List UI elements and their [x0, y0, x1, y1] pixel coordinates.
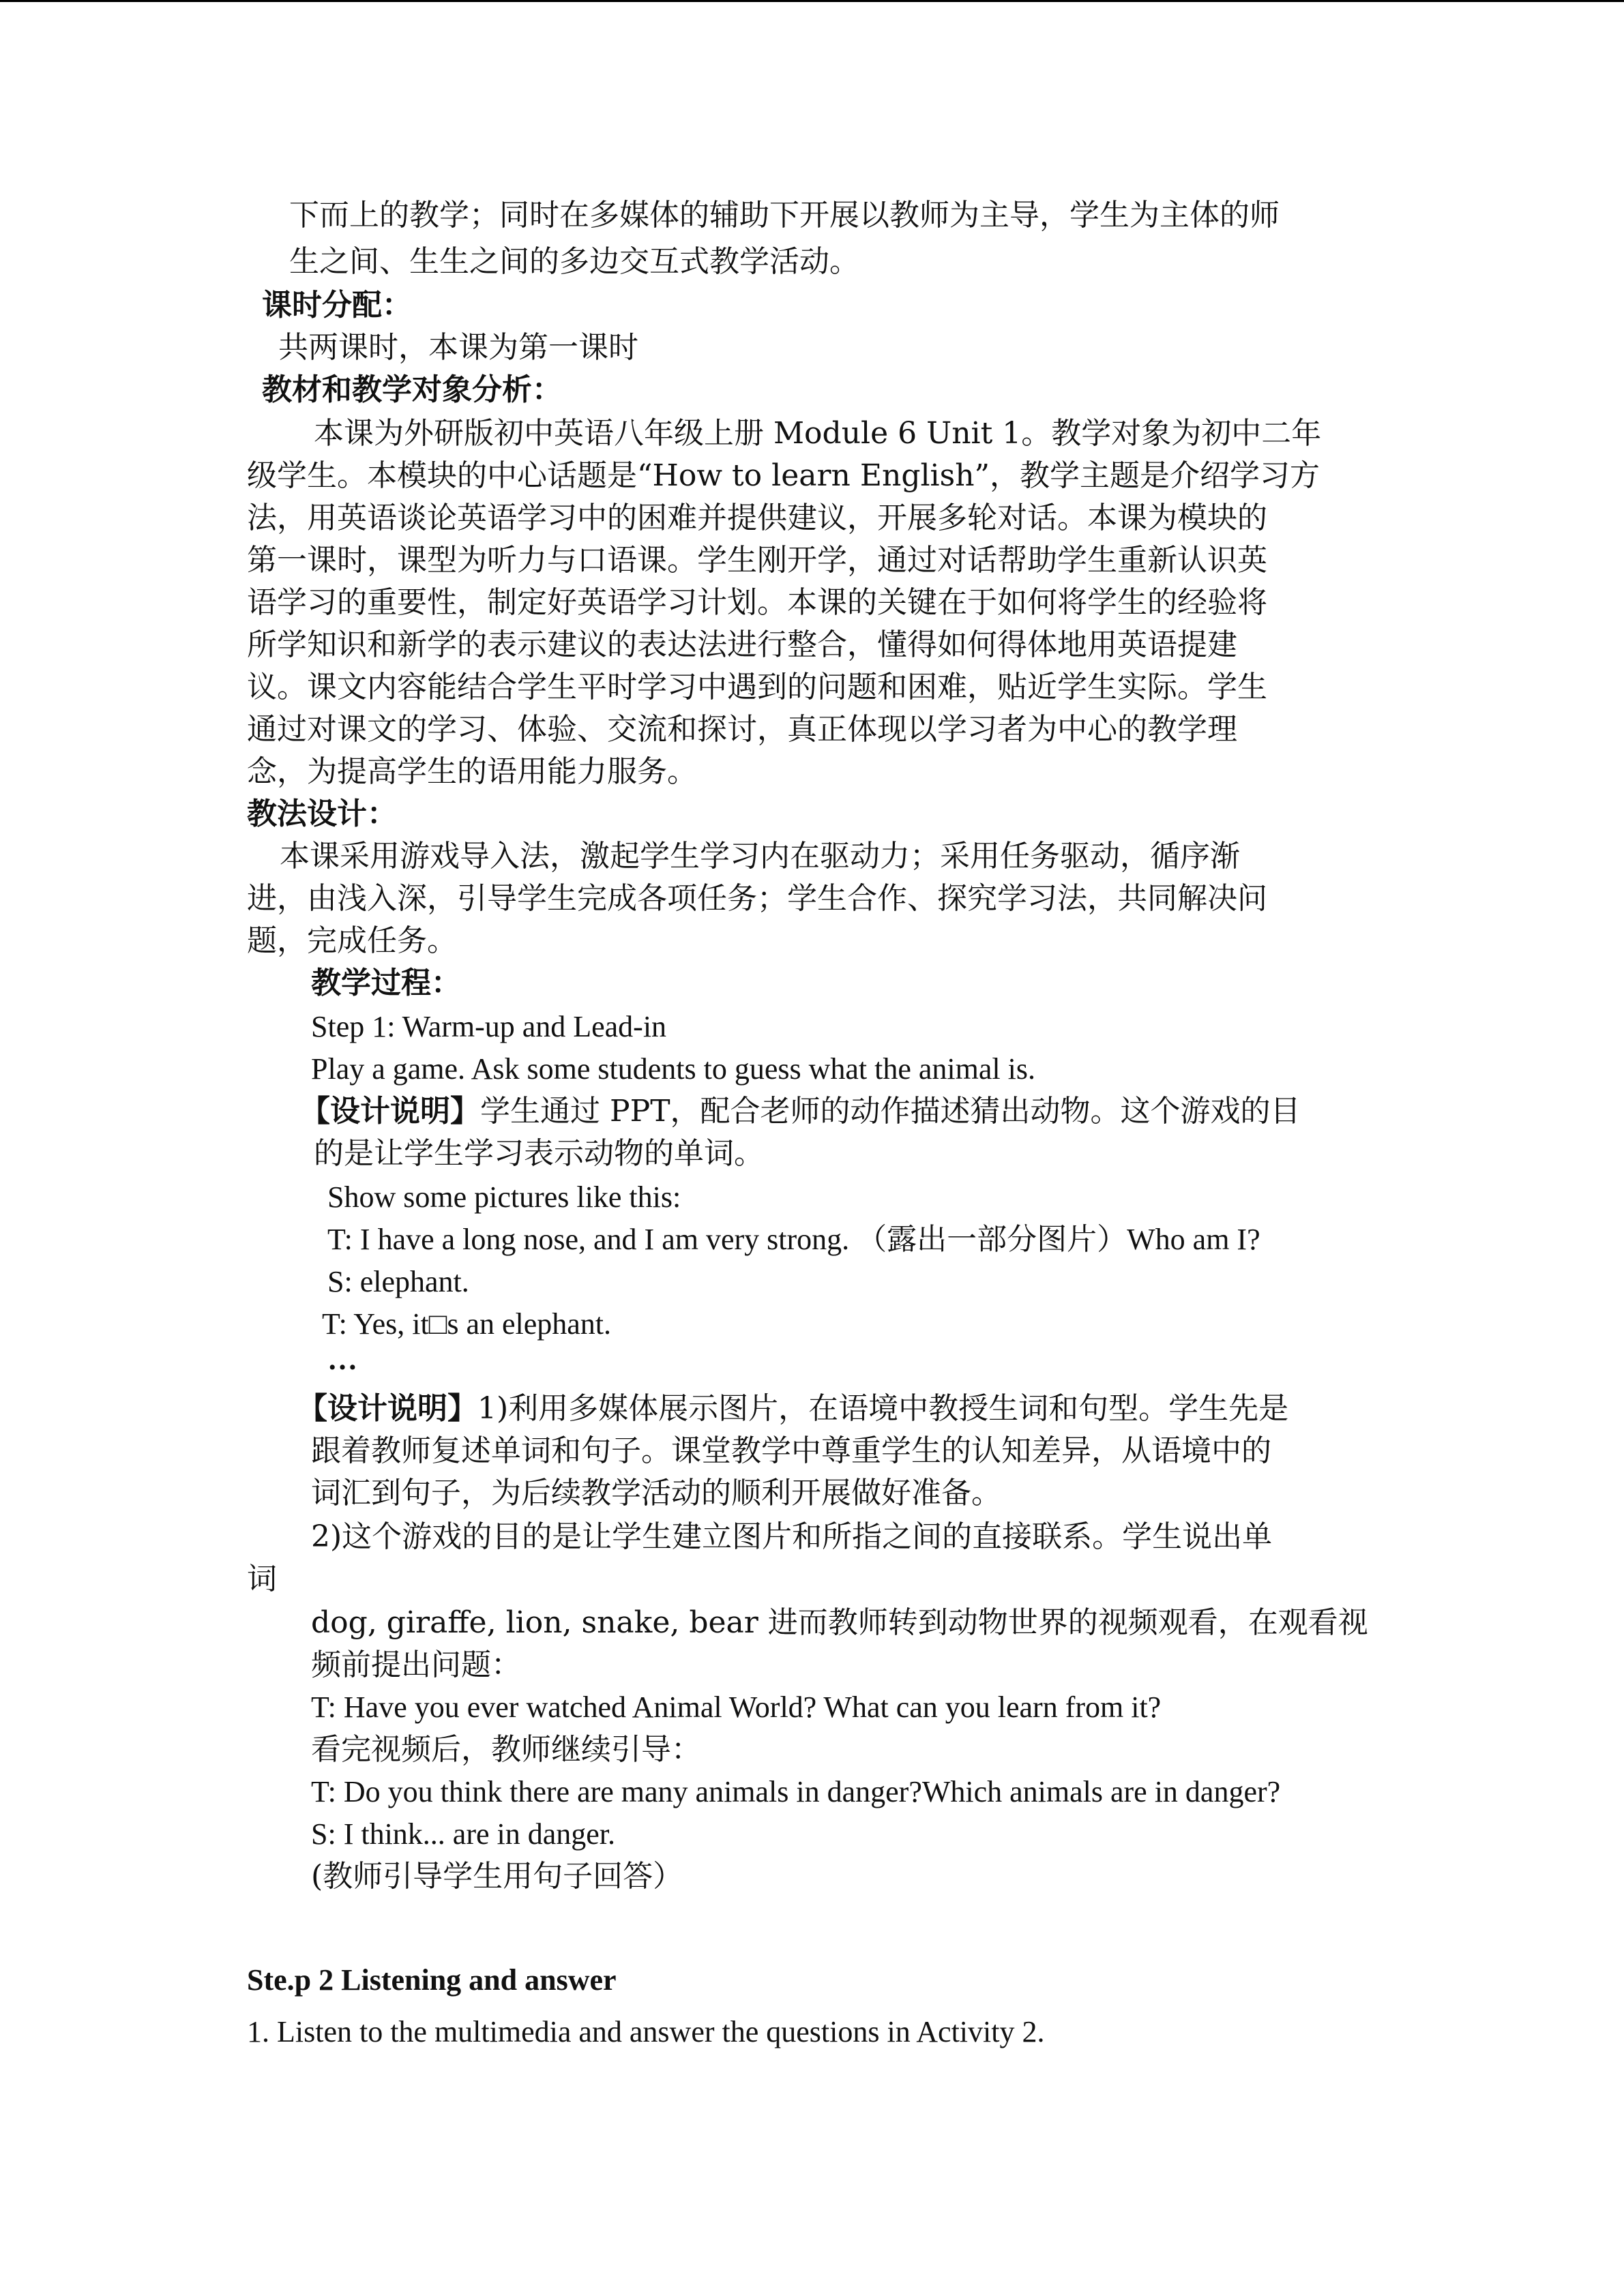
design-note-line: T: Do you think there are many animals in danger?Which animals are in danger? — [311, 1775, 1281, 1808]
dialog-line: T: I have a long nose, and I am very strong. （露出一部分图片）Who am I? — [327, 1223, 1260, 1256]
intro-line: 下而上的教学；同时在多媒体的辅助下开展以教师为主导，学生为主体的师 — [289, 198, 1280, 233]
intro-line: 生之间、生生之间的多边交互式教学活动。 — [289, 244, 859, 279]
step2-title: Ste.p 2 Listening and answer — [247, 1963, 617, 1997]
design-note-text: 1)利用多媒体展示图片，在语境中教授生词和句型。学生先是 — [477, 1391, 1289, 1426]
design-note-line: 频前提出问题： — [311, 1648, 521, 1682]
analysis-line: 议。课文内容能结合学生平时学习中遇到的问题和困难，贴近学生实际。学生 — [247, 670, 1267, 704]
dialog-line: S: elephant. — [327, 1265, 469, 1298]
dialog-line: T: Yes, it□s an elephant. — [322, 1307, 612, 1341]
design-note-line: 看完视频后，教师继续引导： — [311, 1732, 701, 1767]
dialog-ellipsis: … — [327, 1343, 357, 1376]
method-line: 本课采用游戏导入法，激起学生学习内在驱动力；采用任务驱动，循序渐 — [280, 839, 1240, 874]
design-note-line: (教师引导学生用句子回答） — [311, 1859, 683, 1894]
method-line: 题，完成任务。 — [247, 923, 457, 958]
design-note-1 — [300, 1091, 1301, 1132]
page-top-border — [0, 0, 1624, 2]
design-note-line: 跟着教师复述单词和句子。课堂教学中尊重学生的认知差异，从语境中的 — [311, 1433, 1271, 1468]
step2-line: 1. Listen to the multimedia and answer the questions in Activity 2. — [247, 2015, 1045, 2048]
design-note-line: 词汇到句子，为后续教学活动的顺利开展做好准备。 — [311, 1476, 1001, 1510]
method-line: 进，由浅入深，引导学生完成各项任务；学生合作、探究学习法，共同解决问 — [247, 881, 1267, 916]
analysis-line: 第一课时，课型为听力与口语课。学生刚开学，通过对话帮助学生重新认识英 — [247, 543, 1267, 578]
design-note-text: 学生通过 PPT，配合老师的动作描述猜出动物。这个游戏的目 — [480, 1094, 1301, 1129]
step1-instruction: Play a game. Ask some students to guess what the animal is. — [311, 1052, 1035, 1086]
analysis-line: 念，为提高学生的语用能力服务。 — [247, 754, 697, 789]
design-note-line: T: Have you ever watched Animal World? What can you learn from it? — [311, 1690, 1162, 1724]
analysis-line: 法，用英语谈论英语学习中的困难并提供建议，开展多轮对话。本课为模块的 — [247, 501, 1267, 535]
step1-title: Step 1: Warm-up and Lead-in — [311, 1010, 667, 1043]
design-note-label: 【设计说明】 — [297, 1391, 477, 1426]
design-note-2 — [297, 1388, 1288, 1429]
design-note-line: dog, giraffe, lion, snake, bear 进而教师转到动物世界的视频观看，在观看视 — [311, 1605, 1368, 1640]
design-note-line: 词 — [247, 1562, 277, 1596]
analysis-line: 级学生。本模块的中心话题是“How to learn English”，教学主题是介绍学习方 — [247, 458, 1320, 493]
section-heading-hours: 课时分配： — [262, 288, 412, 323]
section-heading-analysis: 教材和教学对象分析： — [262, 372, 562, 407]
show-pictures-line: Show some pictures like this: — [327, 1180, 681, 1214]
analysis-line: 所学知识和新学的表示建议的表达法进行整合，懂得如何得体地用英语提建 — [247, 627, 1237, 662]
design-note-line: 2)这个游戏的目的是让学生建立图片和所指之间的直接联系。学生说出单 — [311, 1519, 1273, 1554]
analysis-line: 语学习的重要性，制定好英语学习计划。本课的关键在于如何将学生的经验将 — [247, 585, 1267, 620]
analysis-line: 本课为外研版初中英语八年级上册 Module 6 Unit 1。教学对象为初中二年 — [314, 416, 1322, 451]
design-note-line: S: I think... are in danger. — [311, 1817, 616, 1851]
design-note-line: 的是让学生学习表示动物的单词。 — [314, 1136, 764, 1171]
section-heading-method: 教法设计： — [247, 796, 397, 831]
analysis-line: 通过对课文的学习、体验、交流和探讨，真正体现以学习者为中心的教学理 — [247, 712, 1237, 747]
section-heading-process: 教学过程： — [311, 966, 461, 1000]
hours-text: 共两课时，本课为第一课时 — [278, 330, 638, 365]
design-note-label: 【设计说明】 — [300, 1094, 480, 1129]
